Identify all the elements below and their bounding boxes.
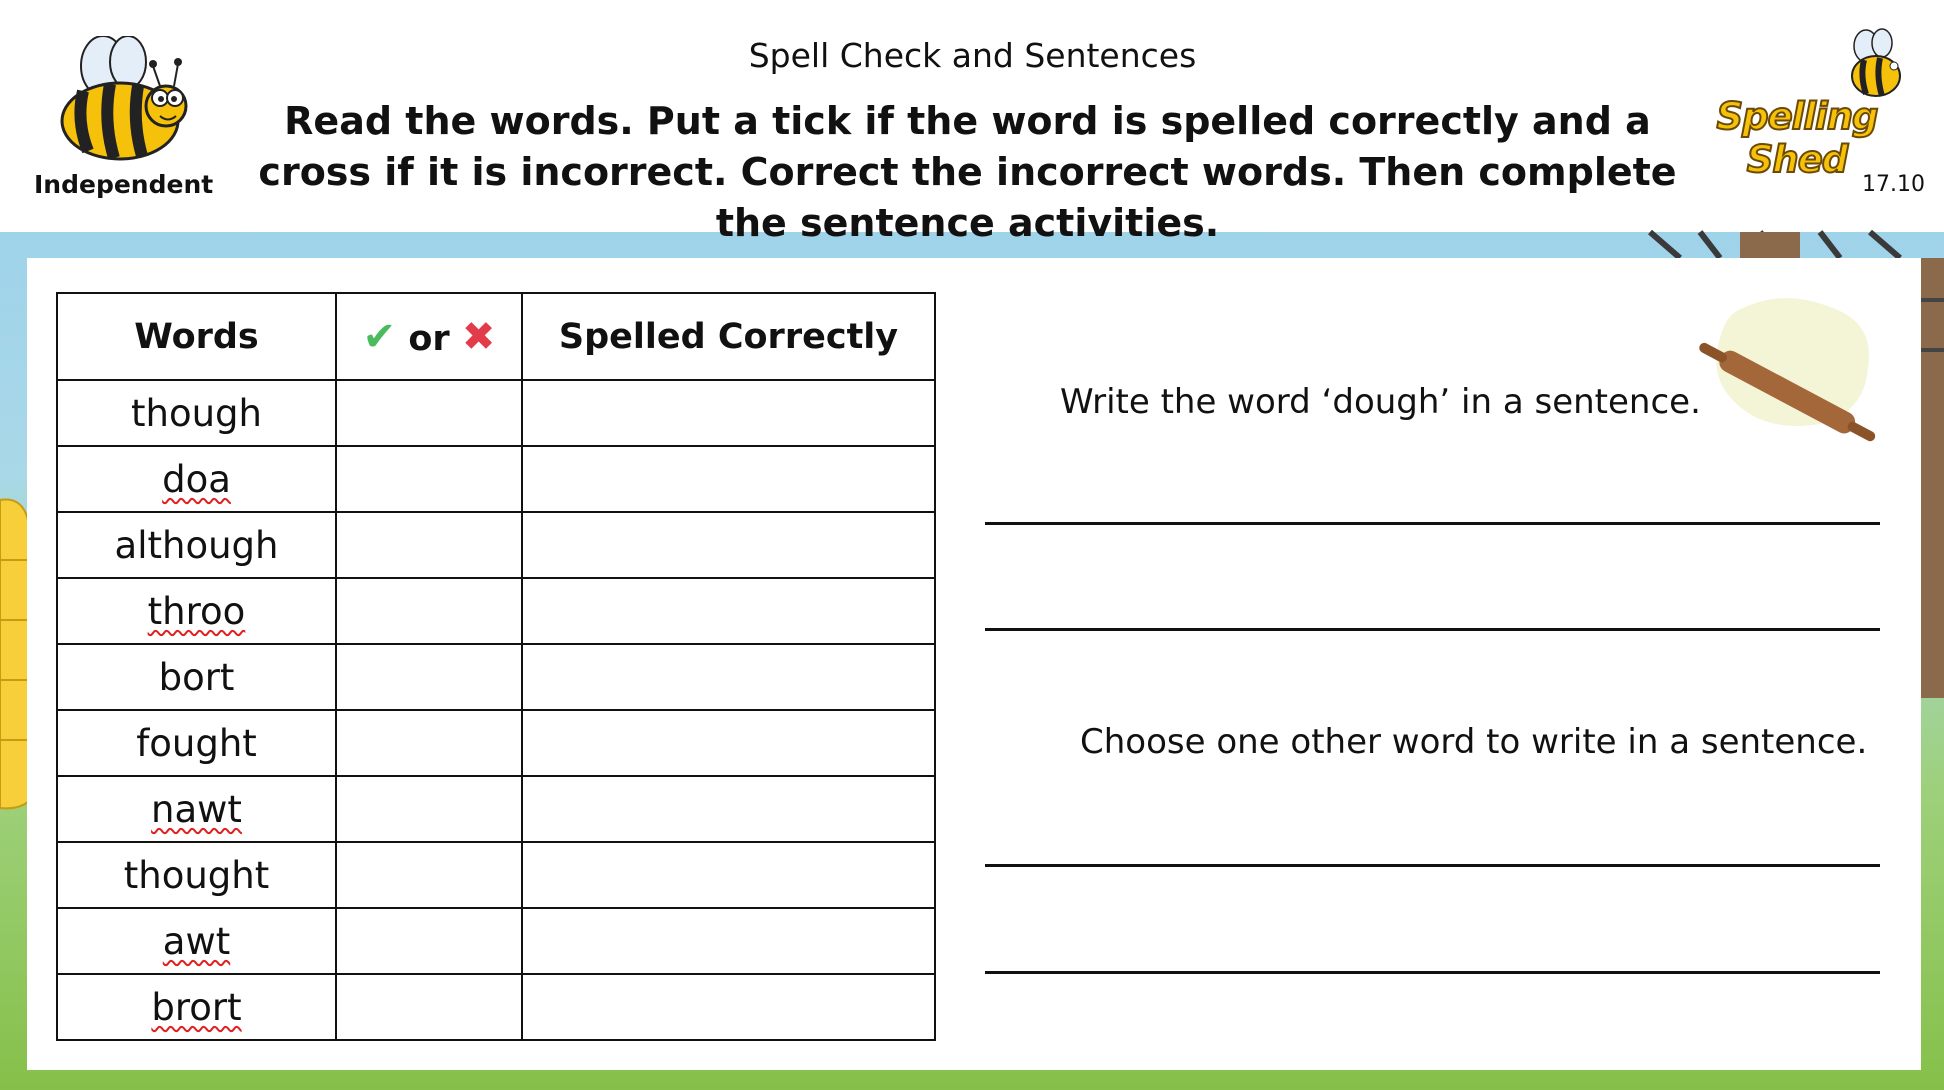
table-row: [57, 908, 935, 974]
beehive-icon: [0, 500, 30, 809]
correction-cell[interactable]: [522, 512, 935, 578]
mark-cell[interactable]: [336, 776, 522, 842]
col-words-header: Words: [57, 293, 336, 380]
spell-check-table: [56, 292, 936, 1041]
mark-cell[interactable]: [336, 380, 522, 446]
correction-cell[interactable]: [522, 380, 935, 446]
answer-line[interactable]: [985, 971, 1880, 974]
correction-cell[interactable]: [522, 578, 935, 644]
mark-cell[interactable]: [336, 908, 522, 974]
correction-cell[interactable]: [522, 776, 935, 842]
bee-mascot-icon: [48, 36, 198, 166]
word-cell: fought: [57, 710, 336, 776]
dough-rolling-pin-icon: [1690, 292, 1880, 452]
col-spelled-correctly-header: Spelled Correctly: [522, 293, 935, 380]
spelling-shed-logo: Spelling Shed: [1716, 95, 1878, 181]
level-label: Independent: [34, 170, 214, 199]
mark-cell[interactable]: [336, 578, 522, 644]
word-cell: [57, 974, 336, 1040]
word-cell: [57, 578, 336, 644]
answer-line[interactable]: [985, 628, 1880, 631]
mark-cell[interactable]: [336, 512, 522, 578]
word-cell: thought: [57, 842, 336, 908]
other-word-sentence-prompt: Choose one other word to write in a sentence.: [1080, 722, 1868, 762]
answer-line[interactable]: [985, 522, 1880, 525]
correction-cell[interactable]: [522, 446, 935, 512]
correction-cell[interactable]: [522, 974, 935, 1040]
correction-cell[interactable]: [522, 842, 935, 908]
word-cell: [57, 776, 336, 842]
tick-icon: ✔: [362, 313, 397, 360]
cross-icon: ✖: [461, 313, 496, 360]
mark-cell[interactable]: [336, 644, 522, 710]
unit-code: 17.10: [1862, 172, 1925, 197]
dough-sentence-prompt: Write the word ‘dough’ in a sentence.: [1060, 382, 1701, 422]
page-title: Spell Check and Sentences: [748, 36, 1197, 75]
table-row: [57, 644, 935, 710]
correction-cell[interactable]: [522, 644, 935, 710]
mark-cell[interactable]: [336, 710, 522, 776]
misspelled-word: nawt: [151, 787, 242, 831]
misspelled-word: throo: [147, 589, 246, 633]
table-row: [57, 842, 935, 908]
table-row: [57, 776, 935, 842]
table-row: [57, 974, 935, 1040]
or-label: or: [408, 318, 450, 359]
mark-cell[interactable]: [336, 974, 522, 1040]
col-tick-cross-header: [336, 293, 522, 380]
table-row: [57, 578, 935, 644]
correction-cell[interactable]: [522, 908, 935, 974]
table-row: [57, 380, 935, 446]
table-header-row: [57, 293, 935, 380]
mark-cell[interactable]: [336, 842, 522, 908]
logo-bee-icon: [1836, 28, 1916, 100]
table-row: [57, 512, 935, 578]
misspelled-word: doa: [162, 457, 231, 501]
word-cell: although: [57, 512, 336, 578]
instructions-text: Read the words. Put a tick if the word is spelled correctly and a cross if it is incorrect. Correct the incorrect words. Then complete the sentence activities.: [258, 99, 1677, 245]
word-cell: [57, 908, 336, 974]
mark-cell[interactable]: [336, 446, 522, 512]
misspelled-word: brort: [151, 985, 242, 1029]
word-cell: bort: [57, 644, 336, 710]
word-cell: though: [57, 380, 336, 446]
answer-line[interactable]: [985, 864, 1880, 867]
table-row: [57, 446, 935, 512]
misspelled-word: awt: [162, 919, 231, 963]
correction-cell[interactable]: [522, 710, 935, 776]
word-cell: [57, 446, 336, 512]
table-row: [57, 710, 935, 776]
